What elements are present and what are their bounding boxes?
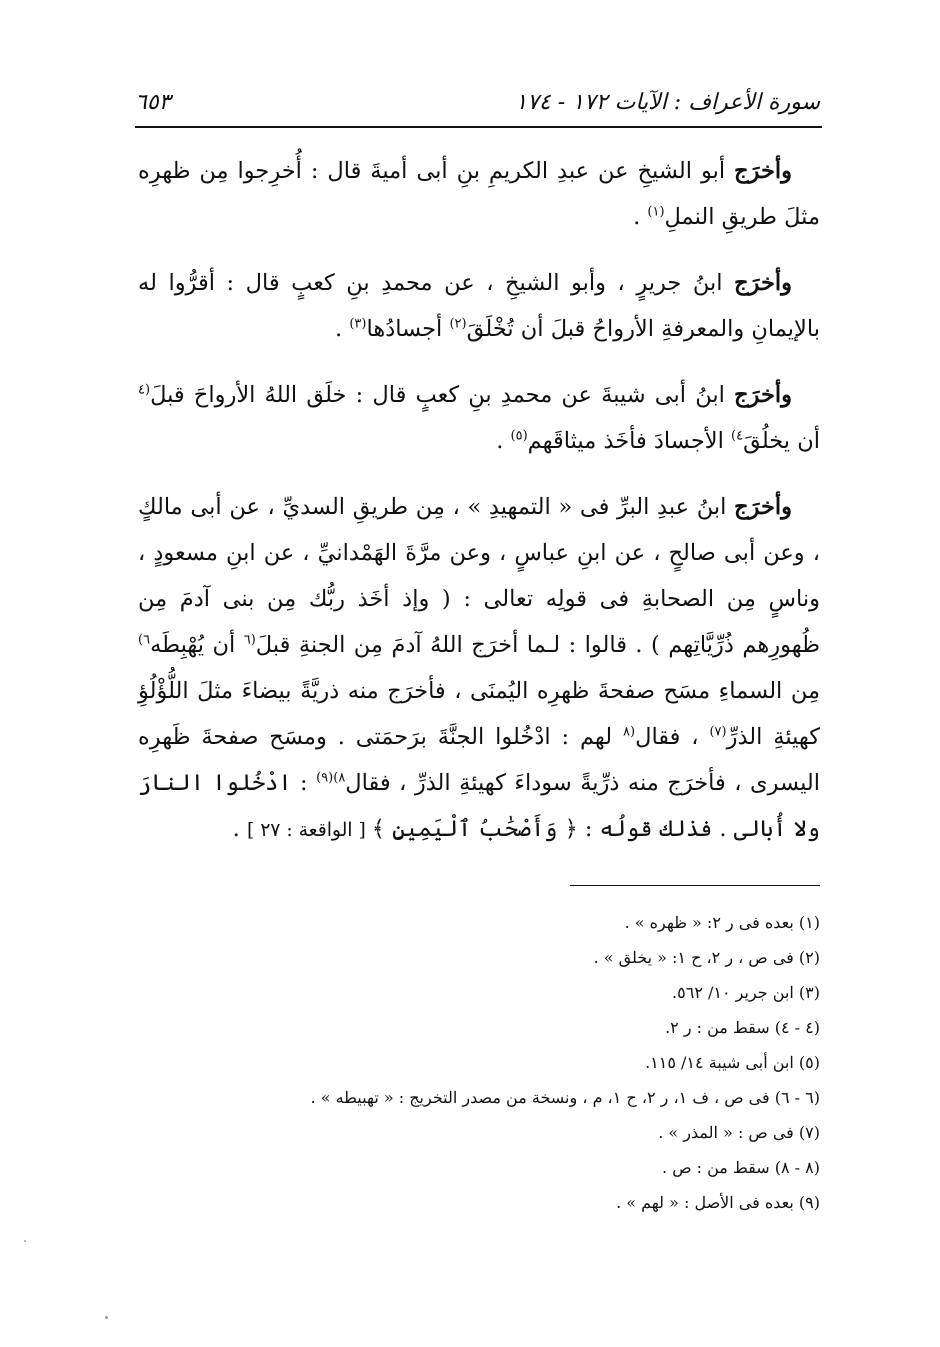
running-title: سورة الأعراف : الآيات ١٧٢ - ١٧٤ [515, 89, 820, 115]
footnote-marker: ٦) [138, 632, 151, 648]
header-rule [135, 126, 822, 128]
footnote-rule [570, 885, 820, 886]
footnote-marker: ٨)(٩) [316, 770, 346, 786]
paragraph-end: . [232, 816, 247, 842]
paragraph-lead: وأخرَج [734, 494, 792, 520]
footnote: (٢) فى ص ، ر ٢، ح ١: « يخلق » . [593, 948, 820, 967]
paragraph-lead: وأخرَج [734, 158, 792, 184]
paragraph-text: ابنُ أبى شيبةَ عن محمدِ بنِ كعبٍ قال : خلَق اللهُ الأرواحَ قبلَ [150, 382, 725, 408]
paragraph-text: أن يخلُقَ [743, 428, 820, 454]
footnote-marker: (٨ [623, 724, 636, 740]
paragraph-2 [138, 260, 820, 352]
paragraph-end: . [335, 316, 350, 342]
footnote-marker: (٣) [349, 316, 367, 332]
paragraph-text: أجسادُها [366, 316, 450, 342]
paragraph-end: . [633, 204, 648, 230]
paragraph-4 [138, 484, 820, 854]
paragraph-lead: وأخرَج [734, 382, 792, 408]
paragraph-3 [138, 372, 820, 464]
footnote-marker: (١) [647, 204, 665, 220]
footnote: (٥) ابن أبى شيبة ١٤/ ١١٥. [645, 1053, 820, 1072]
scan-speck [24, 1240, 26, 1242]
paragraph-text: الأجسادَ فأخَذ ميثاقَهم [527, 428, 731, 454]
footnote: (٦ - ٦) فى ص ، ف ١، ر ٢، ح ١، م ، ونسخة من مصدر التخريج : « تهبيطه » . [310, 1088, 820, 1107]
footnote-marker: ٤) [731, 428, 744, 444]
paragraph-text: مِن السماءِ مسَح صفحةَ ظهرِه اليُمنَى ، فأخرَج منه ذريَّةً بيضاءَ مثلَ اللُّؤْلُؤِ كهيئةِ الذرِّ [138, 678, 820, 750]
footnote-marker: (٥) [510, 428, 528, 444]
main-text [138, 148, 820, 854]
quran-quote: : ادْخُلوا النارَ ولا أُبالى . فذلك قولُه : ﴿ وَأَصْحَٰبُ ٱلْيَمِينِ ﴾ [138, 770, 820, 842]
footnote: (٣) ابن جرير ١٠/ ٥٦٢. [672, 983, 820, 1002]
page-header [135, 78, 820, 126]
paragraph-lead: وأخرَج [734, 270, 792, 296]
quran-reference: [ الواقعة : ٢٧ ] [246, 820, 372, 841]
paragraph-text: لهم : ادْخُلوا الجنَّةَ برَحمَتى . ومسَح صفحةَ ظَهرِه اليسرى ، فأخرَج منه ذرِّيةً سوداءَ كهيئةِ الذرِّ ، فقال [138, 724, 821, 796]
paragraph-1 [138, 148, 820, 240]
footnote: (٧) فى ص : « المذر » . [658, 1123, 820, 1142]
scan-speck [105, 1316, 108, 1319]
footnote: (٨ - ٨) سقط من : ص . [662, 1158, 820, 1177]
footnotes [138, 905, 820, 1220]
footnote-marker: (٦ [243, 632, 256, 648]
footnote: (٤ - ٤) سقط من : ر ٢. [665, 1018, 820, 1037]
paragraph-text: ، فقال [635, 724, 710, 750]
paragraph-text: ابنُ جريرٍ ، وأبو الشيخِ ، عن محمدِ بنِ كعبٍ قال : أقرُّوا له بالإيمانِ والمعرفةِ الأرواحُ قبلَ أن تُخْلَقَ [138, 270, 820, 342]
paragraph-text: أبو الشيخِ عن عبدِ الكريمِ بنِ أبى أميةَ قال : أُخرِجوا مِن ظهرِه مثلَ طريقِ النملِ [138, 158, 820, 230]
footnote-marker: (٧) [709, 724, 727, 740]
footnote-marker: (٢) [449, 316, 467, 332]
footnote: (٩) بعده فى الأصل : « لهم » . [616, 1193, 820, 1212]
page-number: ٦٥٣ [135, 89, 171, 115]
paragraph-text: ابنُ عبدِ البرِّ فى « التمهيدِ » ، مِن طريقِ السديِّ ، عن أبى مالكٍ ، وعن أبى صالحٍ ، عن ابنِ عباسٍ ، وعن مرَّةَ الهَمْدانيِّ ، عن ابنِ مسعودٍ ، وناسٍ مِن الصحابةِ فى قولِه تعالى : ( وإذ أخَذ ربُّك مِن بنى آدمَ مِن ظُهورِهم ذُرِّيَّاتِهم ) . قالوا : لـما أخرَج اللهُ آدمَ مِن الجنةِ قبلَ [138, 494, 821, 658]
paragraph-end: . [496, 428, 511, 454]
footnote: (١) بعده فى ر ٢: « ظهره » . [624, 913, 820, 932]
footnote-marker: (٤ [138, 382, 151, 398]
paragraph-text: أن يُهْبِطَه [150, 632, 244, 658]
